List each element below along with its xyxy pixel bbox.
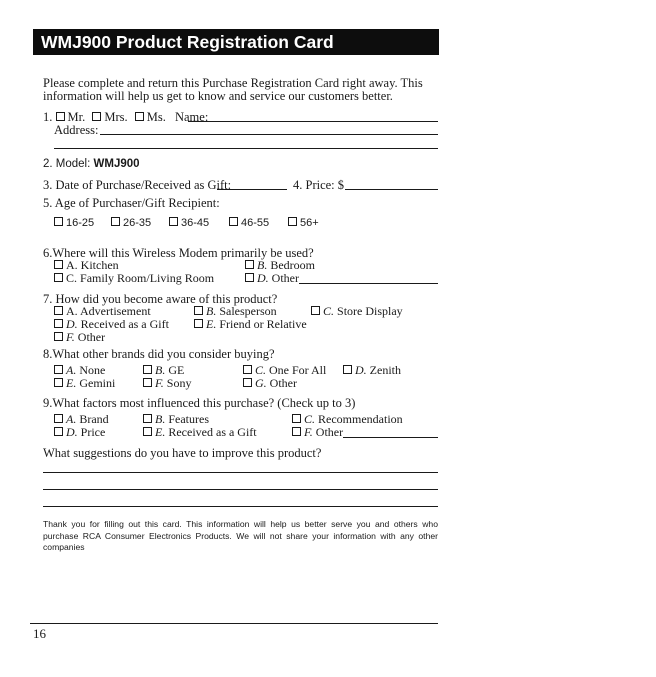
checkbox[interactable] [194,319,203,328]
q1-number: 1. [43,110,53,124]
address-field[interactable] [100,134,438,135]
checkbox[interactable] [143,414,152,423]
price-field[interactable] [345,189,438,190]
checkbox[interactable] [292,427,301,436]
brand-option[interactable]: B. GE [143,364,184,377]
price-label: 4. Price: $ [293,178,345,192]
brand-option[interactable]: D. Zenith [343,364,401,377]
checkbox[interactable] [245,273,254,282]
checkbox[interactable] [54,319,63,328]
location-question: 6.Where will this Wireless Modem primarily be used? [43,246,314,260]
factors-question: 9.What factors most influenced this purchase? (Check up to 3) [43,396,356,410]
checkbox-ms[interactable] [135,112,144,121]
factor-option[interactable]: A. Brand [54,413,109,426]
address-label: Address: [54,123,99,137]
location-option[interactable]: D. Other [245,272,299,285]
checkbox[interactable] [343,365,352,374]
brand-option[interactable]: F. Sony [143,377,191,390]
awareness-option[interactable]: E. Friend or Relative [194,318,307,331]
brand-option[interactable]: A. None [54,364,105,377]
awareness-option[interactable]: D. Received as a Gift [54,318,169,331]
q2-row [43,157,140,171]
age-question: 5. Age of Purchaser/Gift Recipient: [43,196,220,210]
suggestion-line[interactable] [43,472,438,473]
ms-label: Ms. [146,110,166,124]
checkbox[interactable] [54,414,63,423]
awareness-question: 7. How did you become aware of this product? [43,292,278,306]
suggestions-question: What suggestions do you have to improve this product? [43,446,322,460]
location-other-field[interactable] [299,283,438,284]
age-option[interactable]: 36-45 [169,217,209,230]
intro-line-1: Please complete and return this Purchase Registration Card right away. This [43,76,423,90]
checkbox[interactable] [311,306,320,315]
suggestion-line[interactable] [43,489,438,490]
checkbox-mrs[interactable] [92,112,101,121]
name-field[interactable] [188,121,438,122]
checkbox[interactable] [143,365,152,374]
checkbox[interactable] [54,365,63,374]
checkbox[interactable] [245,260,254,269]
checkbox[interactable] [111,217,120,226]
brand-option[interactable]: E. Gemini [54,377,115,390]
model-value: WMJ900 [93,158,140,170]
page-number: 16 [33,626,46,641]
address-field-line-2[interactable] [54,148,438,149]
location-option[interactable]: B. Bedroom [245,259,315,272]
checkbox-mr[interactable] [56,112,65,121]
awareness-option[interactable]: C. Store Display [311,305,403,318]
age-option[interactable]: 56+ [288,217,319,230]
awareness-option[interactable]: A. Advertisement [54,305,151,318]
brands-question: 8.What other brands did you consider buying? [43,347,275,361]
brand-option[interactable]: C. One For All [243,364,326,377]
age-option[interactable]: 16-25 [54,217,94,230]
age-option[interactable]: 26-35 [111,217,151,230]
checkbox[interactable] [54,332,63,341]
mrs-label: Mrs. [104,110,128,124]
checkbox[interactable] [243,378,252,387]
checkbox[interactable] [194,306,203,315]
checkbox[interactable] [243,365,252,374]
checkbox[interactable] [54,260,63,269]
checkbox[interactable] [54,273,63,282]
factor-option[interactable]: E. Received as a Gift [143,426,257,439]
suggestion-line[interactable] [43,506,438,507]
intro-line-2: information will help us get to know and service our customers better. [43,89,393,103]
checkbox[interactable] [143,427,152,436]
brand-option[interactable]: G. Other [243,377,297,390]
purchase-date-field[interactable] [217,189,287,190]
q1-row [43,110,208,124]
awareness-option[interactable]: F. Other [54,331,105,344]
purchase-date-label: 3. Date of Purchase/Received as Gift: [43,178,232,192]
age-option[interactable]: 46-55 [229,217,269,230]
factor-option[interactable]: B. Features [143,413,209,426]
thank-you-note: Thank you for filling out this card. This information will help us better serve you and others who purchase RCA Consumer Electronics Products. We will not share your information with any other companies [43,519,438,552]
checkbox[interactable] [143,378,152,387]
factor-option[interactable]: F. Other [292,426,343,439]
location-option[interactable]: A. Kitchen [54,259,119,272]
factor-other-field[interactable] [343,437,438,438]
checkbox[interactable] [54,217,63,226]
mr-label: Mr. [67,110,86,124]
model-label: 2. Model: [43,158,91,170]
card-title: WMJ900 Product Registration Card [33,29,439,55]
checkbox[interactable] [288,217,297,226]
factor-option[interactable]: C. Recommendation [292,413,403,426]
factor-option[interactable]: D. Price [54,426,105,439]
checkbox[interactable] [54,378,63,387]
footer-rule [30,623,438,624]
awareness-option[interactable]: B. Salesperson [194,305,277,318]
name-label: Name: [174,110,209,124]
checkbox[interactable] [54,427,63,436]
checkbox[interactable] [229,217,238,226]
checkbox[interactable] [54,306,63,315]
checkbox[interactable] [169,217,178,226]
checkbox[interactable] [292,414,301,423]
location-option[interactable]: C. Family Room/Living Room [54,272,214,285]
